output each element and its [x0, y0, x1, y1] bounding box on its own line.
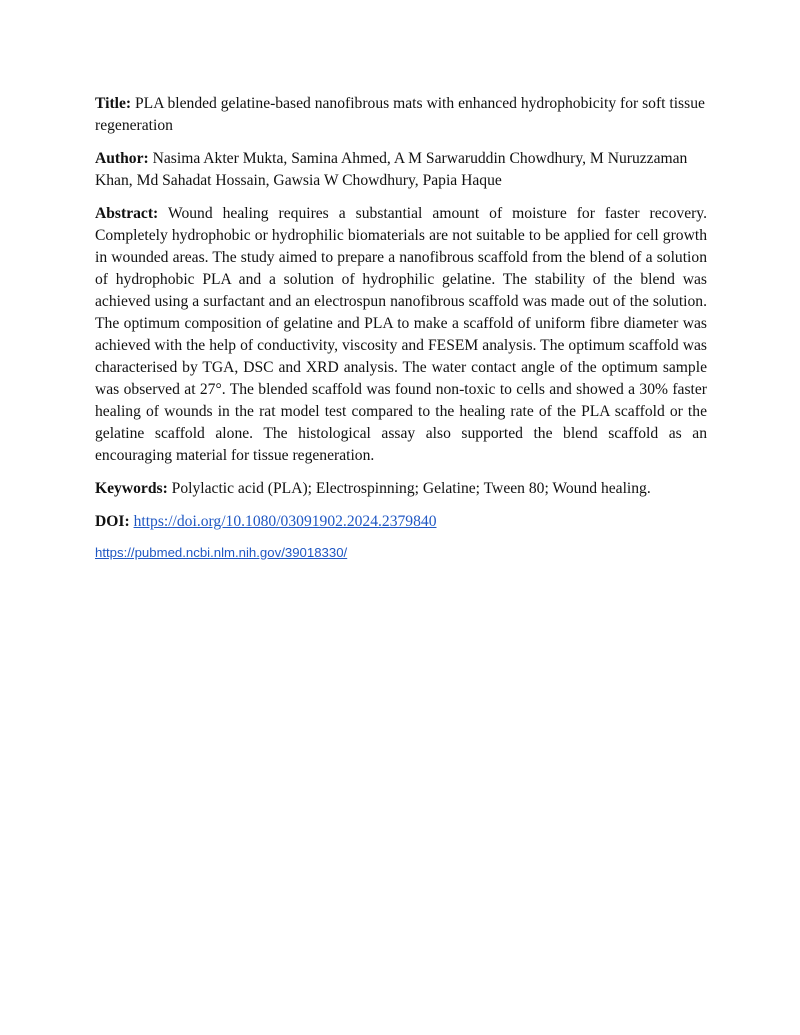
author-paragraph: [95, 148, 707, 192]
keywords-text: Polylactic acid (PLA); Electrospinning; Gelatine; Tween 80; Wound healing.: [171, 480, 651, 497]
keywords-paragraph: [95, 478, 707, 500]
doi-link[interactable]: https://doi.org/10.1080/03091902.2024.2379840: [133, 513, 437, 530]
abstract-text: Wound healing requires a substantial amount of moisture for faster recovery. Completely hydrophobic or hydrophilic biomaterials are not suitable to be applied for cell growth in wounded areas. The study aimed to prepare a nanofibrous scaffold from the blend of a solution of hydrophobic PLA and a solution of hydrophilic gelatine. The stability of the blend was achieved using a surfactant and an electrospun nanofibrous scaffold was made out of the solution. The optimum composition of gelatine and PLA to make a scaffold of uniform fibre diameter was achieved with the help of conductivity, viscosity and FESEM analysis. The optimum scaffold was characterised by TGA, DSC and XRD analysis. The water contact angle of the optimum sample was observed at 27°. The blended scaffold was found non-toxic to cells and showed a 30% faster healing of wounds in the rat model test compared to the healing rate of the PLA scaffold or the gelatine scaffold alone. The histological assay also supported the blend scaffold as an encouraging material for tissue regeneration.: [95, 205, 707, 464]
title-paragraph: [95, 93, 707, 137]
title-label: Title:: [95, 95, 132, 112]
abstract-paragraph: [95, 203, 707, 467]
author-text: Nasima Akter Mukta, Samina Ahmed, A M Sarwaruddin Chowdhury, M Nuruzzaman Khan, Md Sahadat Hossain, Gawsia W Chowdhury, Papia Haque: [95, 150, 688, 189]
doi-label: DOI:: [95, 513, 130, 530]
keywords-label: Keywords:: [95, 480, 168, 497]
document-page: [95, 93, 707, 562]
title-text: PLA blended gelatine-based nanofibrous mats with enhanced hydrophobicity for soft tissue regeneration: [95, 95, 705, 134]
doi-paragraph: [95, 511, 707, 533]
pubmed-link[interactable]: https://pubmed.ncbi.nlm.nih.gov/39018330/: [95, 545, 348, 560]
author-label: Author:: [95, 150, 149, 167]
abstract-label: Abstract:: [95, 205, 159, 222]
